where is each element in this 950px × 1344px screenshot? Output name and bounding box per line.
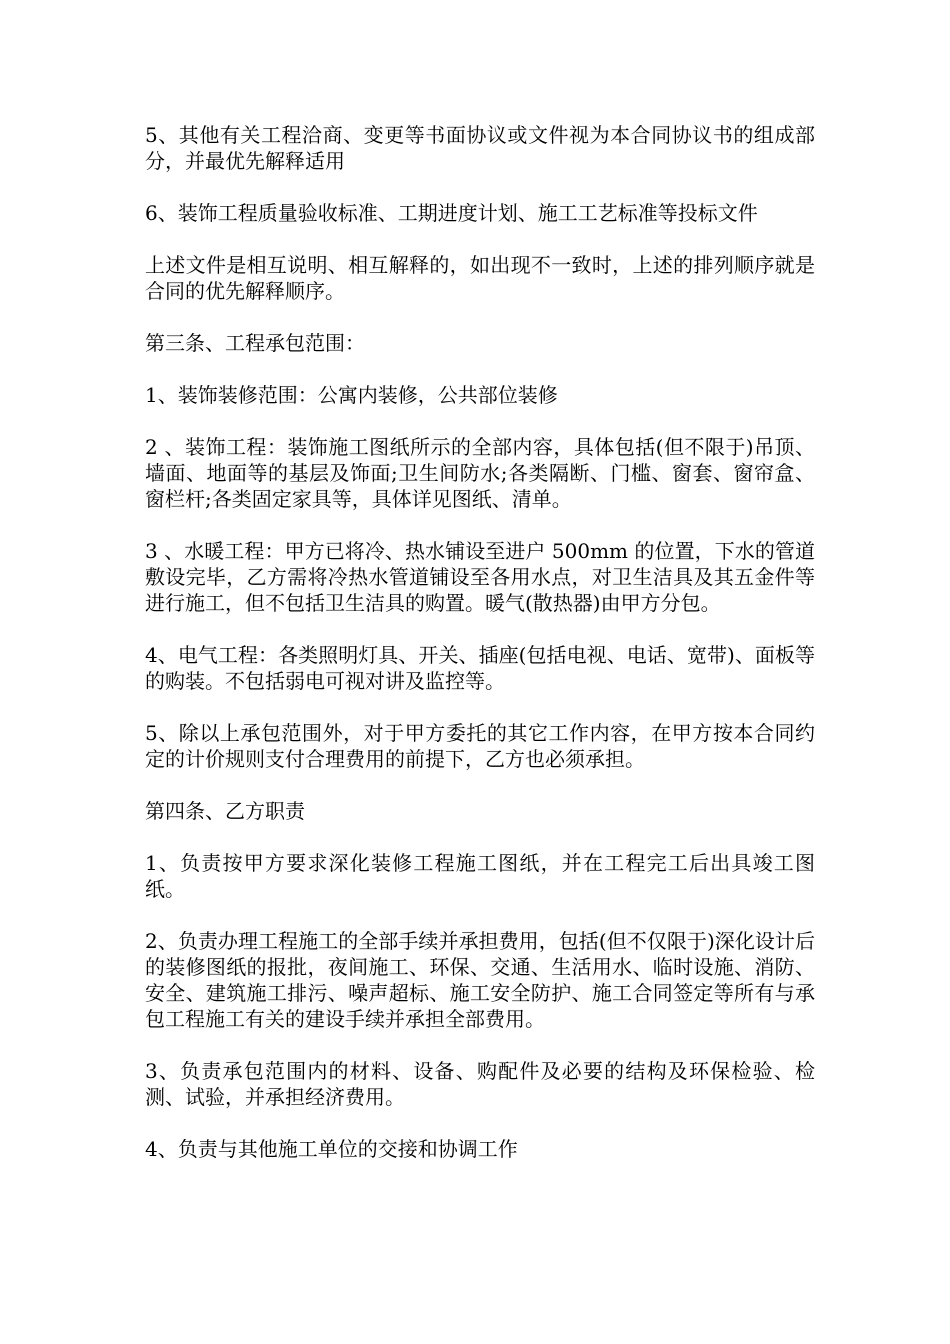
- interpretation-order-note: 上述文件是相互说明、相互解释的，如出现不一致时，上述的排列顺序就是合同的优先解释顺序。: [145, 253, 815, 303]
- scope-item-5: 5、除以上承包范围外，对于甲方委托的其它工作内容，在甲方按本合同约定的计价规则支付合理费用的前提下，乙方也必须承担。: [145, 721, 815, 771]
- document-body: [145, 122, 815, 1188]
- duty-item-2: 2、负责办理工程施工的全部手续并承担费用，包括(但不仅限于)深化设计后的装修图纸的报批，夜间施工、环保、交通、生活用水、临时设施、消防、安全、建筑施工排污、噪声超标、施工安全防护、施工合同签定等所有与承包工程施工有关的建设手续并承担全部费用。: [145, 929, 815, 1031]
- duty-item-4: 4、负责与其他施工单位的交接和协调工作: [145, 1137, 518, 1161]
- clause-6-standards: 6、装饰工程质量验收标准、工期进度计划、施工工艺标准等投标文件: [145, 201, 758, 225]
- scope-item-4: 4、电气工程：各类照明灯具、开关、插座(包括电视、电话、宽带)、面板等的购装。不包括弱电可视对讲及监控等。: [145, 643, 815, 693]
- clause-5-other-agreements: 5、其他有关工程洽商、变更等书面协议或文件视为本合同协议书的组成部分，并最优先解释适用: [145, 123, 815, 173]
- scope-item-1: 1、装饰装修范围：公寓内装修，公共部位装修: [145, 383, 558, 407]
- duty-item-1: 1、负责按甲方要求深化装修工程施工图纸，并在工程完工后出具竣工图纸。: [145, 851, 815, 901]
- duty-item-3: 3、负责承包范围内的材料、设备、购配件及必要的结构及环保检验、检测、试验，并承担经济费用。: [145, 1059, 815, 1109]
- scope-item-2: 2 、装饰工程：装饰施工图纸所示的全部内容，具体包括(但不限于)吊顶、墙面、地面等的基层及饰面;卫生间防水;各类隔断、门槛、窗套、窗帘盒、窗栏杆;各类固定家具等，具体详见图纸、清单。: [145, 435, 815, 511]
- article-4-heading: 第四条、乙方职责: [145, 799, 305, 823]
- scope-item-3: 3 、水暖工程：甲方已将冷、热水铺设至进户 500mm 的位置，下水的管道敷设完毕，乙方需将冷热水管道铺设至各用水点，对卫生洁具及其五金件等进行施工，但不包括卫生洁具的购置。暖气(散热器)由甲方分包。: [145, 539, 815, 615]
- article-3-heading: 第三条、工程承包范围：: [145, 331, 365, 355]
